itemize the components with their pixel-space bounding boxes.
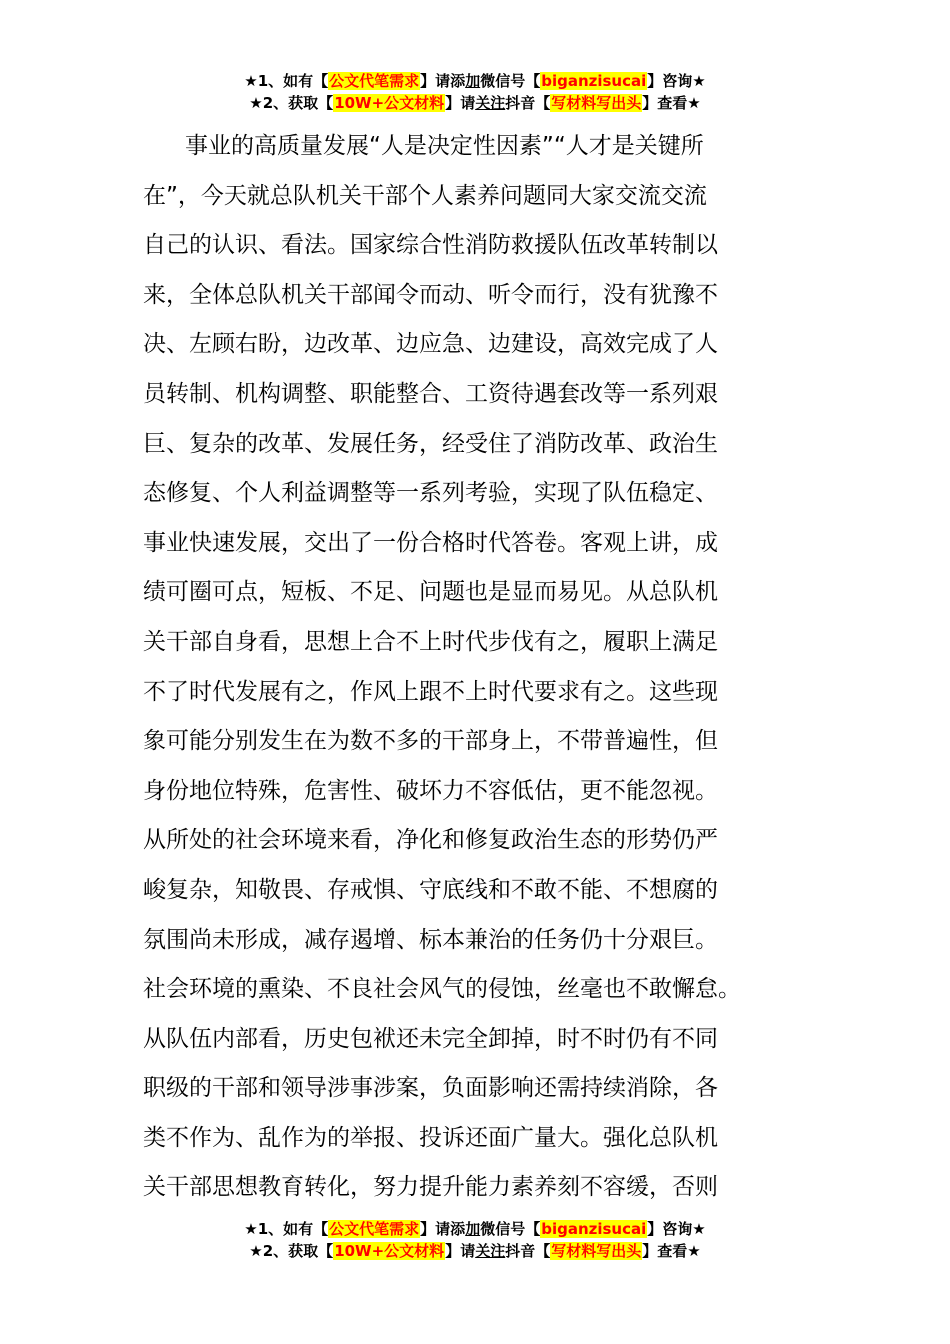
banner-text: 微信号【 xyxy=(480,1220,541,1238)
highlight-wechat-id: biganzisucai xyxy=(541,72,647,90)
text-line: 不了时代发展有之，作风上跟不上时代要求有之。这些现 xyxy=(143,678,718,705)
banner-text: ★1、如有【 xyxy=(244,1220,329,1238)
document-body xyxy=(143,122,808,1213)
banner-text: 】请添 xyxy=(420,1220,466,1238)
text-line: 氛围尚未形成，减存遏增、标本兼治的任务仍十分艰巨。 xyxy=(143,926,718,953)
text-line: 职级的干部和领导涉事涉案，负面影响还需持续消除，各 xyxy=(143,1075,718,1102)
text-line: 自己的认识、看法。国家综合性消防救援队伍改革转制以 xyxy=(143,232,718,259)
text-line: 巨、复杂的改革、发展任务，经受住了消防改革、政治生 xyxy=(143,430,718,457)
text-line: 类不作为、乱作为的举报、投诉还面广量大。强化总队机 xyxy=(143,1124,718,1151)
banner-line-1 xyxy=(0,70,950,92)
banner-line-2 xyxy=(0,1240,950,1262)
banner-text: 】请添 xyxy=(420,72,466,90)
banner-emphasis: 加 xyxy=(465,72,481,90)
banner-text: 微信号【 xyxy=(480,72,541,90)
paragraph-first-line: 事业的高质量发展“人是决定性因素”“人才是关键所 xyxy=(185,133,704,159)
banner-text: 抖音【 xyxy=(505,94,551,112)
banner-emphasis: 加 xyxy=(465,1220,481,1238)
banner-line-2 xyxy=(0,92,950,114)
text-line: 关干部自身看，思想上合不上时代步伐有之，履职上满足 xyxy=(143,628,718,655)
text-line: 决、左顾右盼，边改革、边应急、边建设，高效完成了人 xyxy=(143,331,718,358)
highlight-douyin-account: 写材料写出头 xyxy=(551,1242,642,1260)
text-line: 从队伍内部看，历史包袱还未完全卸掉，时不时仍有不同 xyxy=(143,1025,718,1052)
banner-text: 】请 xyxy=(445,1242,476,1260)
banner-emphasis: 关注 xyxy=(475,1242,506,1260)
highlight-materials: 10W+公文材料 xyxy=(334,94,445,112)
banner-text: 】请 xyxy=(445,94,476,112)
highlight-materials: 10W+公文材料 xyxy=(334,1242,445,1260)
banner-text: ★2、获取【 xyxy=(249,94,334,112)
text-line: 关干部思想教育转化，努力提升能力素养刻不容缓，否则 xyxy=(143,1174,718,1201)
text-line: 峻复杂，知敬畏、存戒惧、守底线和不敢不能、不想腐的 xyxy=(143,876,718,903)
text-line: 员转制、机构调整、职能整合、工资待遇套改等一系列艰 xyxy=(143,380,718,407)
banner-text: ★2、获取【 xyxy=(249,1242,334,1260)
banner-emphasis: 关注 xyxy=(475,94,506,112)
text-line: 在”，今天就总队机关干部个人素养问题同大家交流交流 xyxy=(143,182,707,209)
banner-text: ★1、如有【 xyxy=(244,72,329,90)
banner-text: 】查看★ xyxy=(642,94,701,112)
footer-banner xyxy=(0,1218,950,1262)
banner-text: 】查看★ xyxy=(642,1242,701,1260)
highlight-douyin-account: 写材料写出头 xyxy=(551,94,642,112)
banner-text: 】咨询★ xyxy=(647,1220,706,1238)
banner-line-1 xyxy=(0,1218,950,1240)
highlight-service: 公文代笔需求 xyxy=(329,1220,420,1238)
text-line: 社会环境的熏染、不良社会风气的侵蚀，丝毫也不敢懈怠。 xyxy=(143,976,741,1003)
text-line: 来，全体总队机关干部闻令而动、听令而行，没有犹豫不 xyxy=(143,281,718,308)
text-line: 事业快速发展，交出了一份合格时代答卷。客观上讲，成 xyxy=(143,529,718,556)
text-line: 绩可圈可点，短板、不足、问题也是显而易见。从总队机 xyxy=(143,579,718,606)
text-line: 态修复、个人利益调整等一系列考验，实现了队伍稳定、 xyxy=(143,480,718,507)
text-line: 象可能分别发生在为数不多的干部身上，不带普遍性，但 xyxy=(143,728,718,755)
text-line: 从所处的社会环境来看，净化和修复政治生态的形势仍严 xyxy=(143,827,718,854)
text-line: 身份地位特殊，危害性、破坏力不容低估，更不能忽视。 xyxy=(143,777,718,804)
header-banner xyxy=(0,70,950,114)
banner-text: 】咨询★ xyxy=(647,72,706,90)
banner-text: 抖音【 xyxy=(505,1242,551,1260)
highlight-wechat-id: biganzisucai xyxy=(541,1220,647,1238)
highlight-service: 公文代笔需求 xyxy=(329,72,420,90)
